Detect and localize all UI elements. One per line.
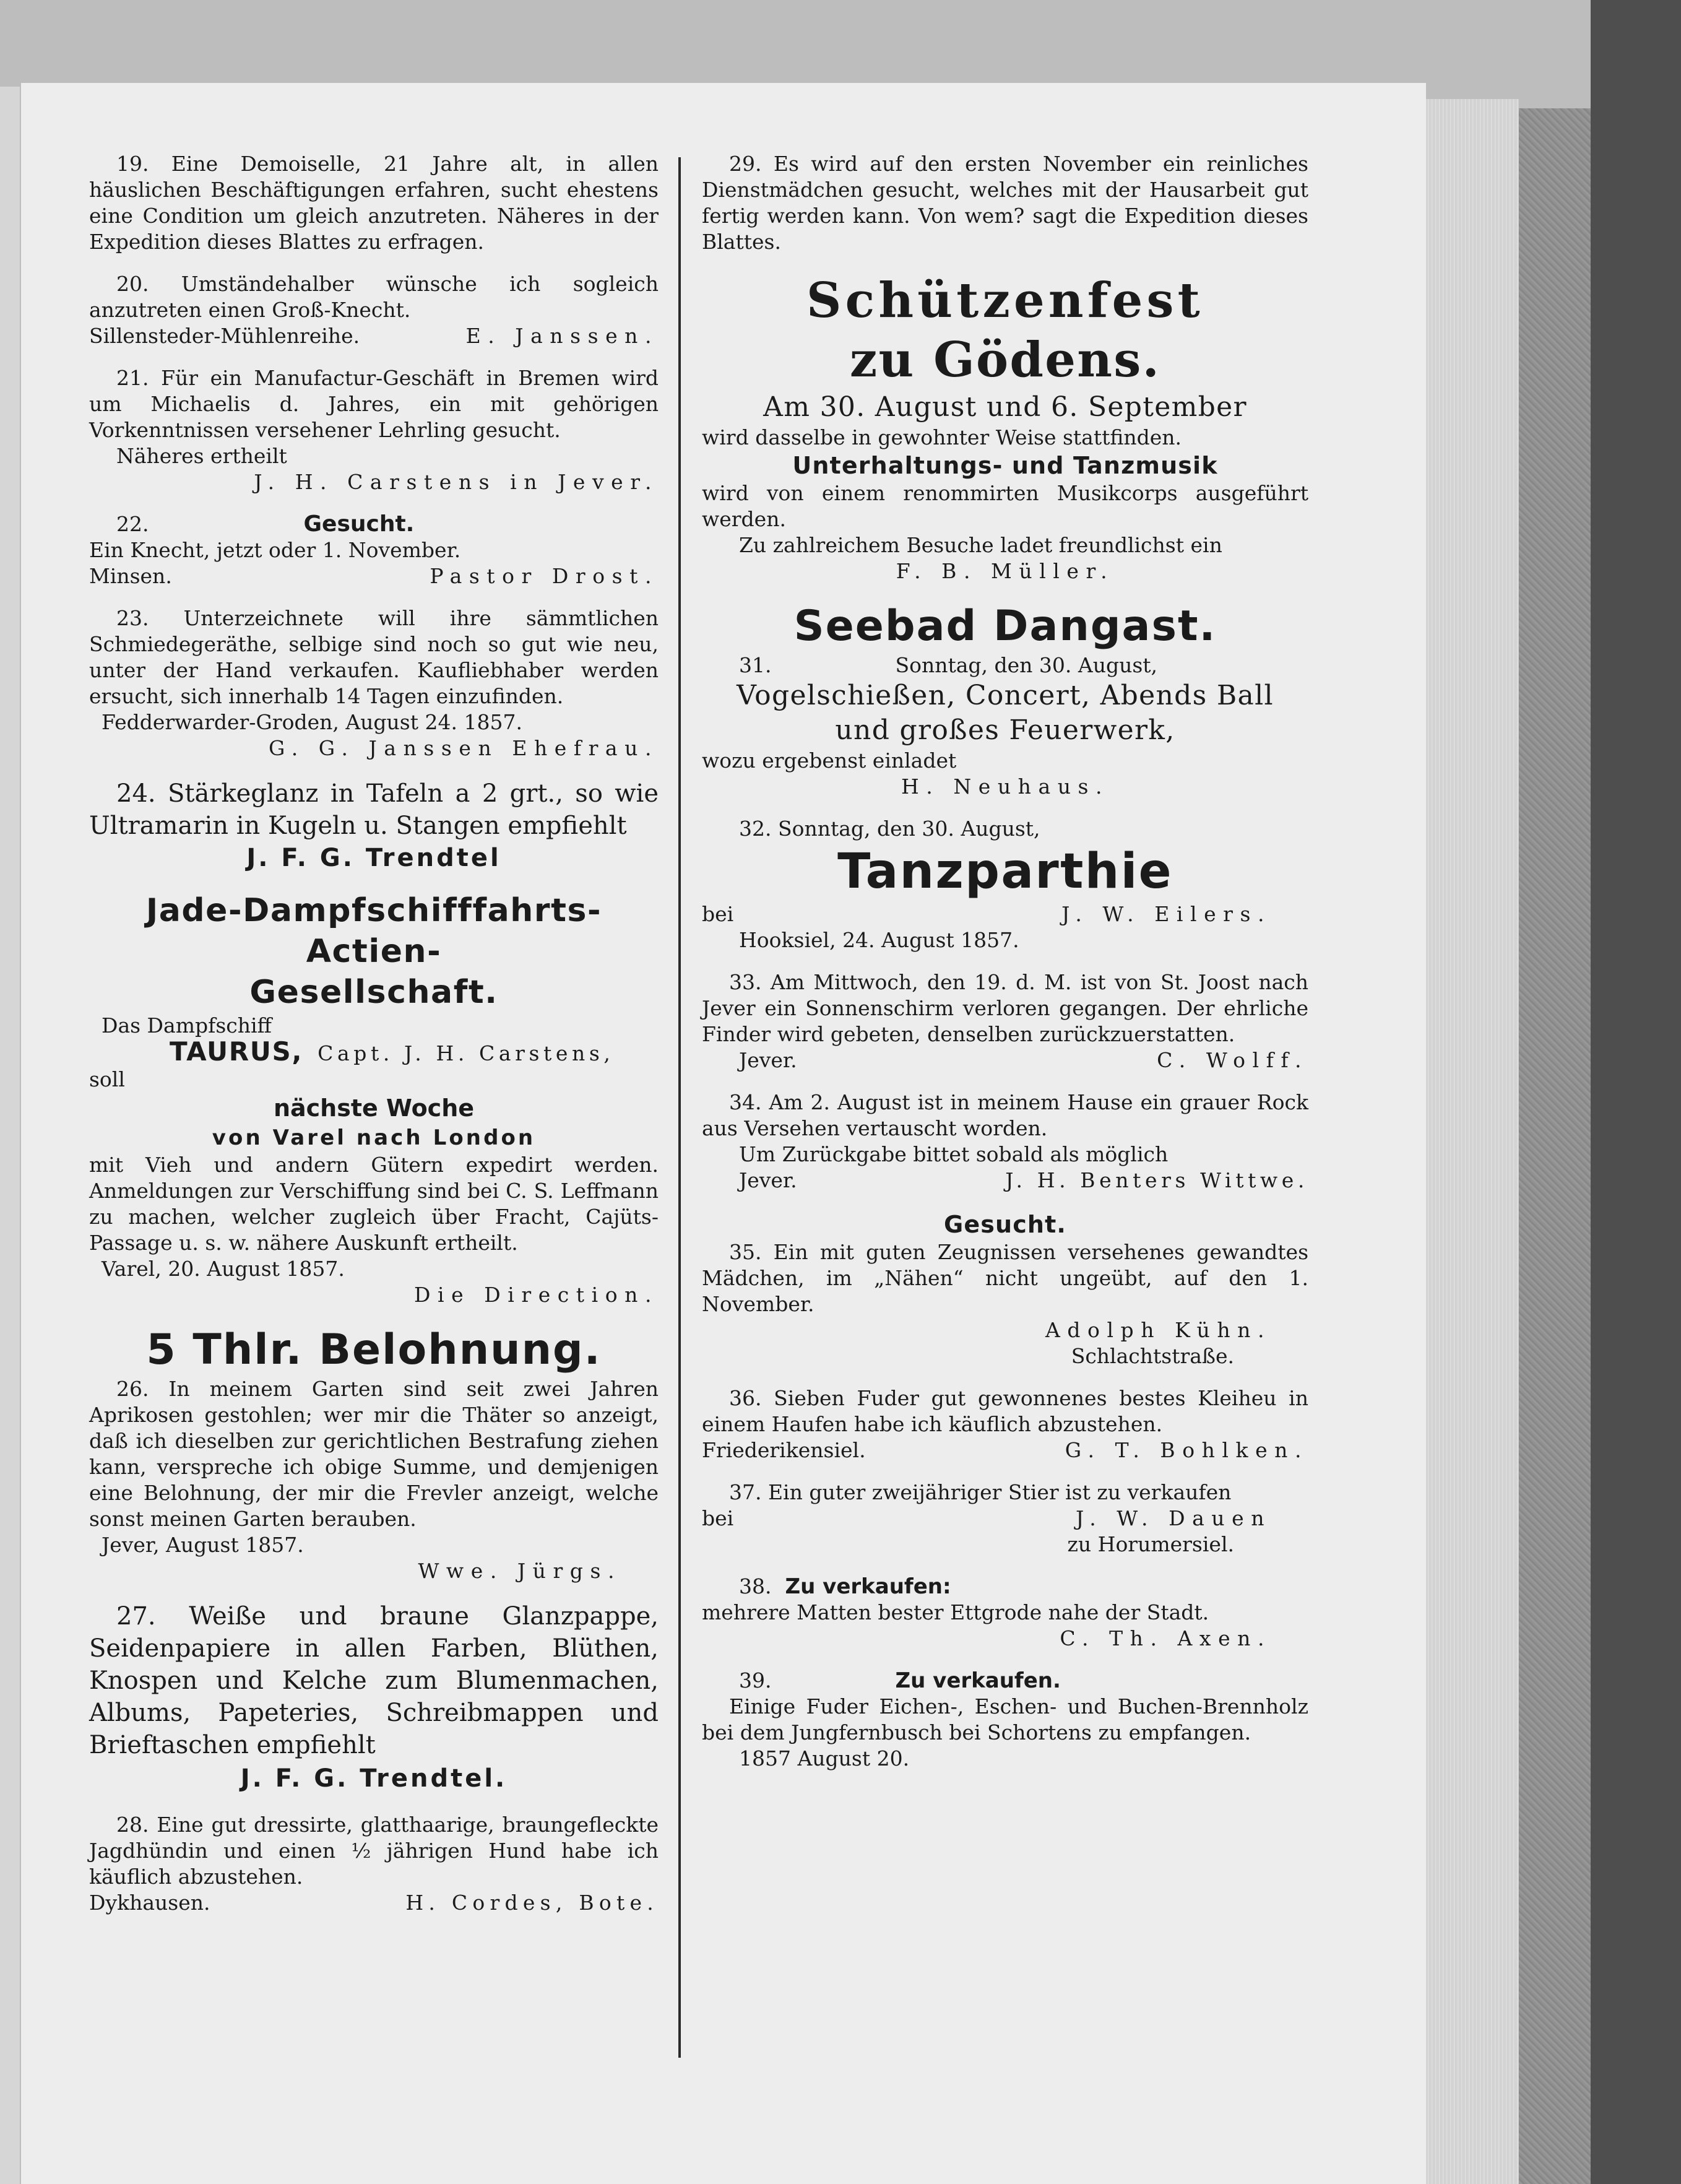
advert-38: [702, 1574, 1308, 1652]
advert-text: 24. Stärkeglanz in Tafeln a 2 grt., so wie Ultramarin in Kugeln u. Stangen empfiehlt: [89, 779, 659, 840]
advert-header-row: [702, 652, 1308, 678]
advert-week: nächste Woche: [273, 1094, 475, 1122]
advert-text: 23. Unterzeichnete will ihre sämmtlichen Schmiedegeräthe, selbige sind noch so gut wie neu, unter der Hand verkaufen. Kaufliebhaber werden ersucht, sich innerhalb 14 Tagen einzufinden.: [89, 606, 659, 708]
advert-place: Jever.: [739, 1048, 797, 1072]
advert-number: 22.: [116, 512, 149, 536]
advert-text: 34. Am 2. August ist in meinem Hause ein grauer Rock aus Versehen vertauscht worden.: [702, 1090, 1308, 1140]
advert-text: Einige Fuder Eichen-, Eschen- und Buchen-Brennholz bei dem Jungfernbusch bei Schortens zu empfangen.: [702, 1694, 1308, 1744]
advert-signature-row: [89, 563, 659, 589]
advert-signature-row: [89, 323, 659, 349]
advert-signature: J. H. Carstens in Jever.: [254, 470, 659, 494]
advert-signature: Adolph Kühn.: [1045, 1318, 1271, 1342]
advert-place-date: Jever, August 1857.: [102, 1533, 304, 1557]
advert-host-row: [702, 901, 1308, 927]
advert-heading: Gesucht.: [944, 1211, 1066, 1238]
advert-text: 35. Ein mit guten Zeugnissen versehenes gewandtes Mädchen, im „Nähen“ nicht ungeübt, auf den 1. November.: [702, 1240, 1308, 1316]
advert-signature-row: [702, 1168, 1308, 1194]
advert-place-date: Fedderwarder-Groden, August 24. 1857.: [102, 710, 522, 734]
advert-line: wird dasselbe in gewohnter Weise stattfinden.: [702, 425, 1182, 449]
advert-heading: Gesucht.: [303, 511, 415, 537]
advert-number: 39.: [739, 1668, 772, 1692]
advert-text: 21. Für ein Manufactur-Geschäft in Bremen wird um Michaelis d. Jahres, ein mit gehörigen Vorkenntnissen versehener Lehrling gesucht.: [89, 366, 659, 442]
advert-place-date: Hooksiel, 24. August 1857.: [739, 928, 1019, 952]
advert-35: [702, 1210, 1308, 1369]
advert-signature-row: [702, 1437, 1308, 1463]
advert-36: [702, 1385, 1308, 1463]
ship-name: TAURUS,: [170, 1036, 303, 1067]
advert-text: mit Vieh und andern Gütern expedirt werden. Anmeldungen zur Verschiffung sind bei C. S. Leffmann zu machen, welcher zugleich über Fracht, Cajüts-Passage u. s. w. nähere Auskunft ertheilt.: [89, 1153, 659, 1255]
advert-22: [89, 511, 659, 589]
advert-dates: Am 30. August und 6. September: [763, 391, 1247, 423]
advert-28: [89, 1812, 659, 1916]
advert-heading: Zu verkaufen.: [895, 1668, 1061, 1693]
advert-header-row: [702, 1668, 1308, 1694]
advert-text: 33. Am Mittwoch, den 19. d. M. ist von St. Joost nach Jever ein Sonnenschirm verloren gegangen. Der ehrliche Finder wird gebeten, denselben zurückzuerstatten.: [702, 970, 1308, 1046]
column-divider: [678, 157, 681, 2058]
advert-heading: Jade-Dampfschifffahrts-Actien-: [145, 892, 602, 970]
advert-34: [702, 1090, 1308, 1194]
advert-heading: Seebad Dangast.: [793, 602, 1217, 651]
advert-signature: H. Neuhaus.: [901, 774, 1110, 799]
advert-37: [702, 1480, 1308, 1558]
advert-signature-row: [89, 1890, 659, 1916]
advert-signature: C. Th. Axen.: [1060, 1626, 1271, 1650]
advert-signature: Pastor Drost.: [430, 564, 659, 588]
advert-signature: Die Direction.: [414, 1283, 659, 1307]
advert-text: 36. Sieben Fuder gut gewonnenes bestes Kleiheu in einem Haufen habe ich käuflich abzustehen.: [702, 1386, 1308, 1436]
advert-info: Näheres ertheilt: [116, 444, 287, 468]
advert-place: Dykhausen.: [89, 1891, 210, 1915]
advert-line: soll: [89, 1067, 125, 1091]
advert-signature: G. G. Janssen Ehefrau.: [268, 736, 659, 760]
advert-31: [702, 600, 1308, 800]
advert-bei: bei: [702, 902, 734, 926]
advert-text: 37. Ein guter zweijähriger Stier ist zu verkaufen: [729, 1480, 1232, 1504]
advert-text: 27. Weiße und braune Glanzpappe, Seidenpapiere in allen Farben, Blüthen, Knospen und Kelche zum Blumenmachen, Albums, Papeteries, Schreibmappen und Brieftaschen empfiehlt: [89, 1602, 659, 1759]
advert-header-row: [89, 511, 659, 537]
previous-page-edge: [0, 87, 20, 2184]
advert-signature: Wwe. Jürgs.: [418, 1559, 621, 1583]
advert-text: 19. Eine Demoiselle, 21 Jahre alt, in allen häuslichen Beschäftigungen erfahren, sucht ehestens eine Condition um gleich anzutreten. Näheres in der Expedition dieses Blattes zu erfragen.: [89, 152, 659, 254]
advert-place: zu Horumersiel.: [1067, 1532, 1234, 1556]
advert-number: 38.: [739, 1574, 772, 1598]
advert-date: Sonntag, den 30. August,: [895, 653, 1158, 677]
advert-line: Um Zurückgabe bittet sobald als möglich: [739, 1142, 1169, 1166]
right-column: [702, 151, 1308, 1788]
advert-signature: G. T. Bohlken.: [1065, 1438, 1308, 1462]
advert-signature: F. B. Müller.: [896, 559, 1115, 583]
advert-26: [89, 1324, 659, 1584]
scan-background: [1591, 0, 1681, 2184]
advert-33: [702, 969, 1308, 1073]
advert-invite: Zu zahlreichem Besuche ladet freundlichst ein: [739, 533, 1222, 557]
advert-heading-cont: zu Gödens.: [849, 332, 1161, 388]
advert-32: [702, 816, 1308, 953]
left-column: [89, 151, 659, 1932]
advert-heading: Schützenfest: [806, 272, 1204, 329]
advert-signature: C. Wolff.: [1157, 1048, 1308, 1072]
book-cover-board: [1519, 108, 1591, 2184]
advert-20: [89, 271, 659, 349]
advert-place: Jever.: [739, 1168, 797, 1192]
advert-date: 1857 August 20.: [739, 1746, 910, 1770]
advert-29: [702, 151, 1308, 255]
advert-24: [89, 778, 659, 874]
advert-text: 28. Eine gut dressirte, glatthaarige, braungefleckte Jagdhündin und einen ½ jährigen Hund habe ich käuflich abzustehen.: [89, 1813, 659, 1889]
advert-place: Friederikensiel.: [702, 1438, 866, 1462]
advert-signature: J. H. Benters Wittwe.: [1005, 1168, 1308, 1192]
advert-text: 20. Umständehalber wünsche ich sogleich anzutreten einen Groß-Knecht.: [89, 272, 659, 322]
advert-text: wird von einem renommirten Musikcorps ausgeführt werden.: [702, 481, 1308, 531]
advert-25: [89, 890, 659, 1308]
advert-heading-cont: Gesellschaft.: [249, 974, 498, 1011]
advert-19: [89, 151, 659, 255]
advert-30: [702, 271, 1308, 584]
advert-23: [89, 605, 659, 761]
advert-bei: bei: [702, 1506, 734, 1530]
advert-line: Das Dampfschiff: [102, 1013, 272, 1038]
advert-music: Unterhaltungs- und Tanzmusik: [792, 452, 1218, 479]
advert-place: Minsen.: [89, 564, 172, 588]
advert-header-row: [702, 1574, 1308, 1600]
advert-event: Vogelschießen, Concert, Abends Ball: [737, 680, 1274, 711]
advert-text: 29. Es wird auf den ersten November ein reinliches Dienstmädchen gesucht, welches mit der Hausarbeit gut fertig werden kann. Von wem? sagt die Expedition dieses Blattes.: [702, 152, 1308, 254]
advert-signature: J. W. Eilers.: [1061, 902, 1271, 926]
advert-street: Schlachtstraße.: [1071, 1344, 1234, 1368]
advert-number: 31.: [739, 653, 772, 677]
advert-39: [702, 1668, 1308, 1772]
page-block-edge: [1426, 99, 1519, 2184]
advert-ship-row: [89, 1036, 659, 1067]
advert-place: Sillensteder-Mühlenreihe.: [89, 324, 360, 348]
advert-signature: H. Cordes, Bote.: [405, 1891, 659, 1915]
advert-number-date: 32. Sonntag, den 30. August,: [739, 817, 1040, 841]
advert-signature: J. F. G. Trendtel: [246, 844, 501, 872]
advert-place-date: Varel, 20. August 1857.: [102, 1257, 345, 1281]
newspaper-page: [21, 83, 1426, 2184]
advert-route: von Varel nach London: [212, 1125, 536, 1150]
advert-signature: J. W. Dauen: [1076, 1506, 1271, 1530]
advert-signature: J. F. G. Trendtel.: [240, 1764, 508, 1793]
advert-event-cont: und großes Feuerwerk,: [835, 714, 1175, 746]
advert-text: 26. In meinem Garten sind seit zwei Jahren Aprikosen gestohlen; wer mir die Thäter so anzeigt, daß ich dieselben zur gerichtlichen Bestrafung ziehen kann, verspreche ich obige Summe, und demjenigen eine Belohnung, der mir die Frevler anzeigt, welche sonst meinen Garten berauben.: [89, 1377, 659, 1531]
advert-invite: wozu ergebenst einladet: [702, 748, 957, 773]
advert-heading: 5 Thlr. Belohnung.: [146, 1325, 602, 1374]
advert-signature: E. Janssen.: [465, 324, 659, 348]
advert-27: [89, 1600, 659, 1796]
advert-signature-row: [702, 1047, 1308, 1073]
advert-text: Ein Knecht, jetzt oder 1. November.: [89, 538, 461, 562]
advert-heading: Tanzparthie: [837, 844, 1173, 899]
advert-text: mehrere Matten bester Ettgrode nahe der Stadt.: [702, 1600, 1209, 1624]
advert-21: [89, 365, 659, 495]
ship-captain: Capt. J. H. Carstens,: [318, 1041, 615, 1065]
advert-heading: Zu verkaufen:: [785, 1574, 951, 1599]
advert-signature-row: [702, 1506, 1308, 1532]
